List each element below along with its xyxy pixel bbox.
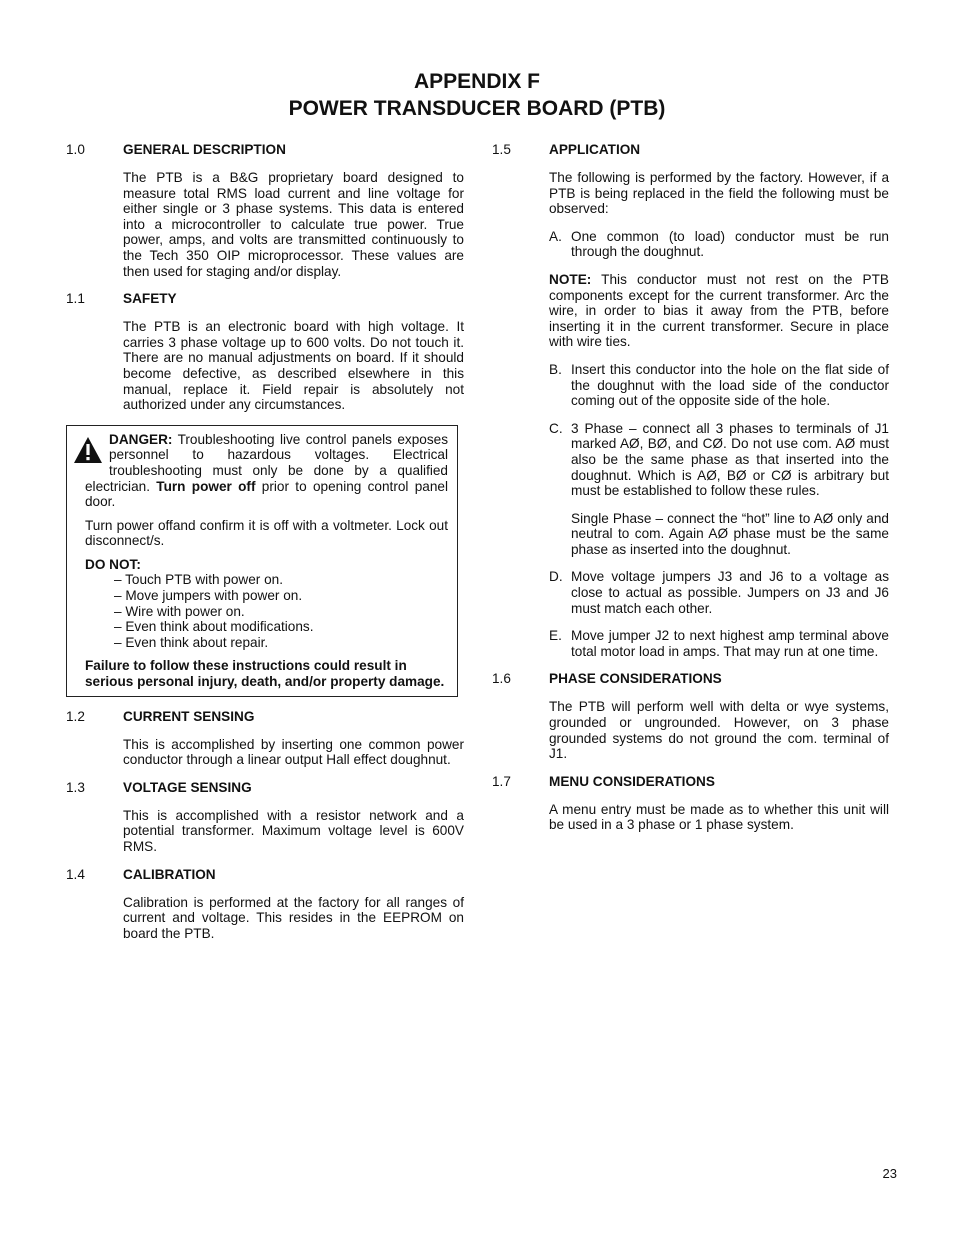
danger-warning-consequence: Failure to follow these instructions could result in serious personal injury, death, and/or property damage. bbox=[85, 658, 445, 690]
do-not-item: – Move jumpers with power on. bbox=[114, 588, 303, 604]
list-letter: D. bbox=[549, 569, 563, 585]
list-letter: E. bbox=[549, 628, 562, 644]
calibration-text: Calibration is performed at the factory for all ranges of current and voltage. This resides in the EEPROM on board the PTB. bbox=[123, 894, 464, 941]
page-title-line1: APPENDIX F bbox=[413, 70, 541, 93]
list-text: Move voltage jumpers J3 and J6 to a voltage as close to actual as possible. Jumpers on J3 and J6 must match each other. bbox=[571, 569, 889, 616]
section-title: APPLICATION bbox=[549, 142, 641, 157]
do-not-item: – Even think about repair. bbox=[114, 634, 269, 650]
voltage-sensing-text: This is accomplished with a resistor network and a potential transformer. Maximum voltage level is 600V RMS. bbox=[123, 807, 464, 854]
left-column bbox=[66, 142, 464, 953]
do-not-item: – Even think about modifications. bbox=[114, 619, 314, 635]
section-title: CALIBRATION bbox=[123, 866, 216, 882]
list-letter: A. bbox=[549, 228, 562, 244]
list-item-d bbox=[549, 569, 889, 616]
page-title-line2: POWER TRANSDUCER BOARD (PTB) bbox=[288, 97, 666, 120]
menu-considerations-text: A menu entry must be made as to whether this unit will be used in a 3 phase or 1 phase system. bbox=[549, 801, 889, 833]
list-letter: B. bbox=[549, 361, 562, 377]
section-heading-1-3 bbox=[66, 780, 464, 796]
section-number: 1.0 bbox=[66, 142, 85, 157]
list-item-e bbox=[549, 628, 889, 659]
do-not-title: DO NOT: bbox=[85, 556, 141, 572]
single-phase-text: Single Phase – connect the “hot” line to AØ only and neutral to com. Again AØ phase must be the same phase as inserted into the doughnut. bbox=[571, 510, 889, 557]
danger-text-end: prior to opening control panel door. bbox=[85, 478, 449, 510]
phase-considerations-text: The PTB will perform well with delta or wye systems, grounded or ungrounded. However, on 3 phase grounded systems do not ground the com. terminal of J1. bbox=[549, 699, 889, 762]
do-not-item: – Wire with power on. bbox=[114, 603, 245, 619]
note-text: This conductor must not rest on the PTB components except for the current transformer. Arc the wire, in order to bias it away from the PTB, before inserting it in the current transformer. Secure in place with wire ties. bbox=[549, 271, 889, 350]
section-heading-1-0 bbox=[66, 142, 464, 158]
section-number: 1.3 bbox=[66, 779, 85, 795]
page-number: 23 bbox=[882, 1166, 897, 1181]
note-paragraph bbox=[549, 272, 889, 350]
danger-intro bbox=[85, 432, 448, 510]
section-number: 1.1 bbox=[66, 291, 85, 307]
do-not-list bbox=[85, 572, 448, 650]
page-title bbox=[0, 68, 954, 122]
right-column bbox=[492, 142, 889, 845]
section-heading-1-4 bbox=[66, 867, 464, 883]
list-letter: C. bbox=[549, 420, 563, 436]
section-number: 1.6 bbox=[492, 671, 511, 687]
danger-box bbox=[66, 425, 458, 697]
section-title: GENERAL DESCRIPTION bbox=[123, 142, 286, 157]
section-title: CURRENT SENSING bbox=[123, 708, 255, 724]
list-text: One common (to load) conductor must be run through the doughnut. bbox=[571, 228, 889, 260]
list-item-a bbox=[549, 229, 889, 260]
danger-bold-instruction: Turn power off bbox=[156, 478, 256, 494]
danger-label: DANGER: bbox=[109, 431, 173, 447]
list-text: Move jumper J2 to next highest amp terminal above total motor load in amps. That may run at one time. bbox=[571, 628, 889, 659]
section-title: MENU CONSIDERATIONS bbox=[549, 773, 715, 789]
lockout-text: Turn power offand confirm it is off with a voltmeter. Lock out disconnect/s. bbox=[85, 517, 448, 549]
section-heading-1-5 bbox=[492, 142, 889, 158]
list-text: Insert this conductor into the hole on the flat side of the doughnut with the load side of the conductor coming out of the opposite side of the hole. bbox=[571, 361, 889, 409]
list-item-c bbox=[549, 421, 889, 499]
section-title: VOLTAGE SENSING bbox=[123, 779, 252, 795]
section-number: 1.4 bbox=[66, 866, 85, 882]
section-title: PHASE CONSIDERATIONS bbox=[549, 671, 722, 687]
section-number: 1.7 bbox=[492, 773, 511, 789]
safety-text: The PTB is an electronic board with high voltage. It carries 3 phase voltage up to 600 volts. Do not touch it. There are no manual adjustments on board. If it should become defective, as described elsewhere in this manual, replace it. Field repair is absolutely not authorized under any circumstances. bbox=[123, 319, 464, 413]
application-intro: The following is performed by the factory. However, if a PTB is being replaced in the field the following must be observed: bbox=[549, 170, 889, 217]
current-sensing-text: This is accomplished by inserting one common power conductor through a linear output Hall effect doughnut. bbox=[123, 736, 464, 768]
section-heading-1-1 bbox=[66, 291, 464, 307]
danger-text: Troubleshooting live control panels exposes personnel to hazardous voltages. Electrical troubleshooting must only be done by a qualified electrician. bbox=[85, 431, 448, 494]
general-description-text: The PTB is a B&G proprietary board designed to measure total RMS load current and line voltage for either single or 3 phase systems. This data is entered into a microcontroller to calculate true power. True power, amps, and volts are transmitted continuously to the Tech 350 OIP microprocessor. These values are then used for staging and/or display. bbox=[123, 170, 464, 279]
list-item-b bbox=[549, 362, 889, 409]
note-label: NOTE: bbox=[549, 271, 592, 287]
do-not-item: – Touch PTB with power on. bbox=[114, 572, 284, 588]
list-text: 3 Phase – connect all 3 phases to terminals of J1 marked AØ, BØ, and CØ. Do not use com. AØ must also be the same phase as that inserted into the doughnut. Which is AØ, BØ or CØ is arbitrary but must be established to follow these rules. bbox=[571, 420, 889, 499]
section-title: SAFETY bbox=[123, 291, 177, 307]
section-heading-1-2 bbox=[66, 709, 464, 725]
section-number: 1.2 bbox=[66, 708, 85, 724]
section-heading-1-7 bbox=[492, 774, 889, 790]
section-heading-1-6 bbox=[492, 671, 889, 687]
warning-triangle-icon bbox=[73, 436, 103, 464]
section-number: 1.5 bbox=[492, 142, 511, 157]
